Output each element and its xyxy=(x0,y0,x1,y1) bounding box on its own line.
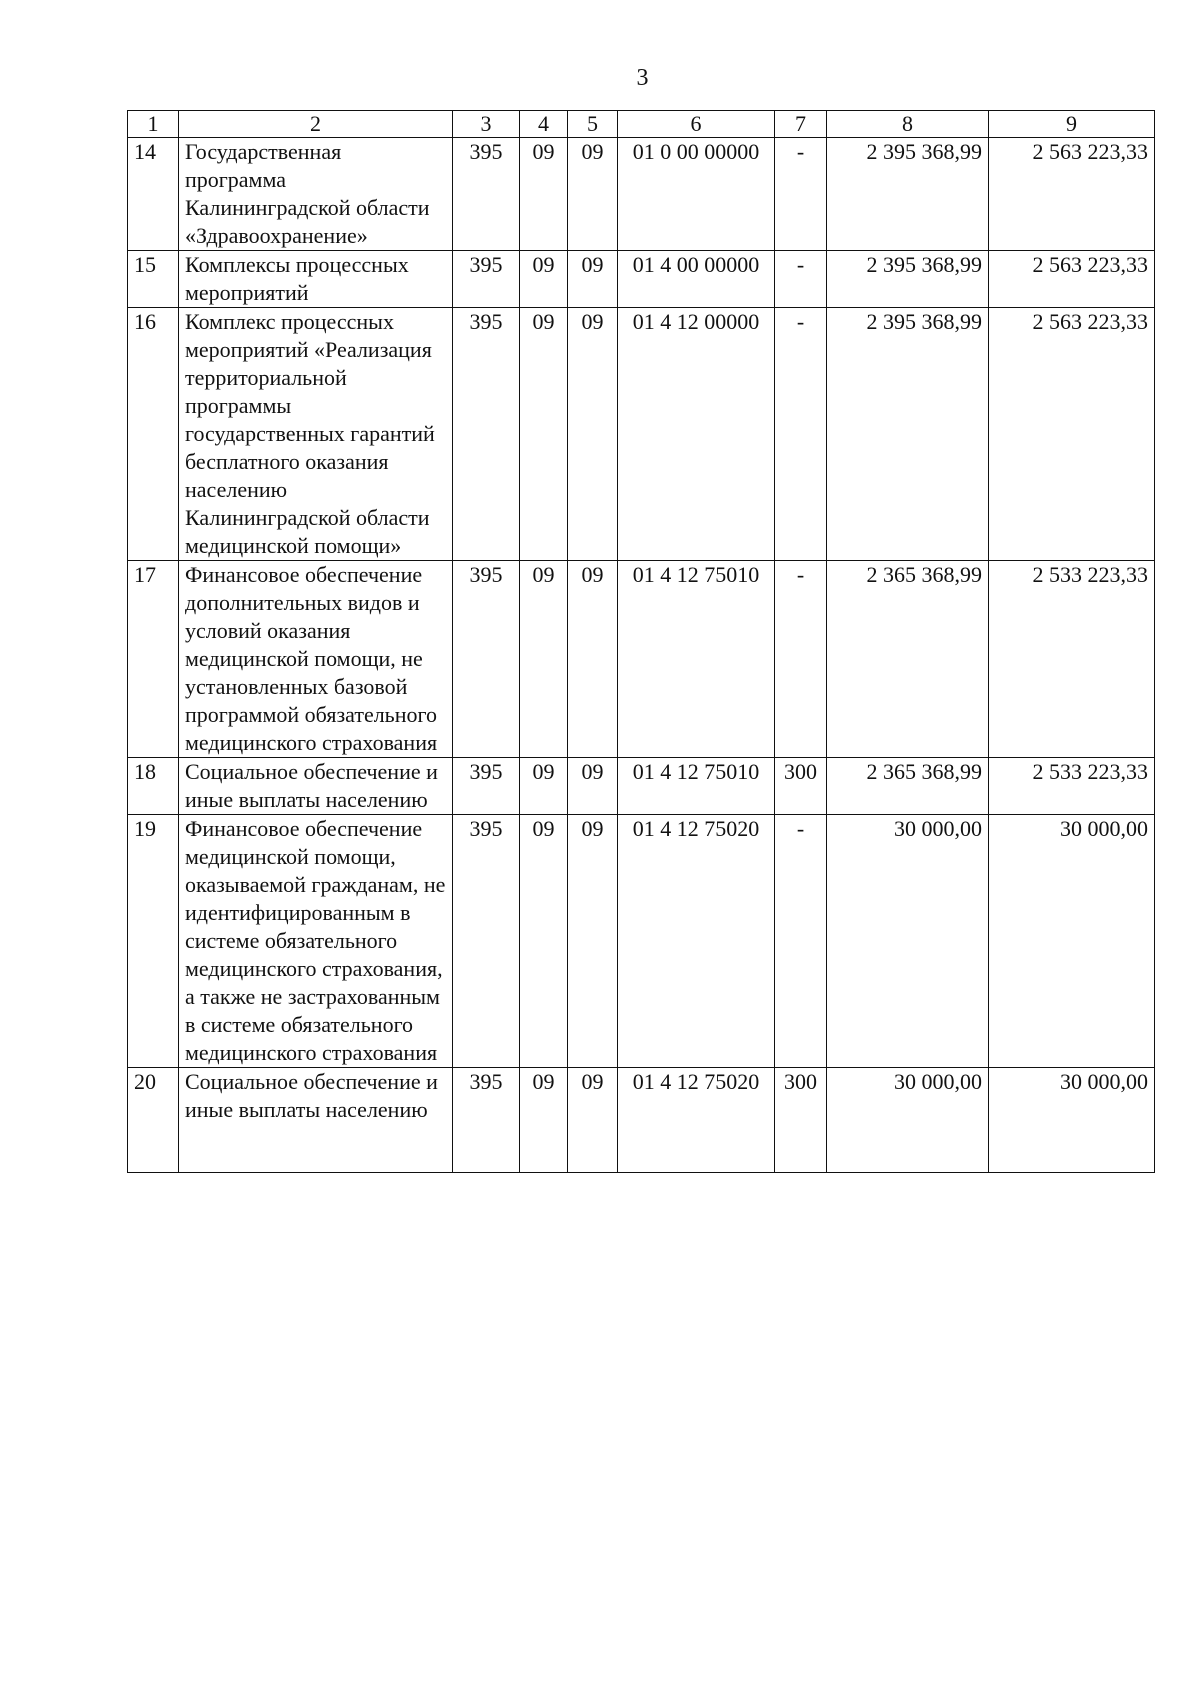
header-row xyxy=(128,111,1155,138)
header-cell-6: 6 xyxy=(618,111,775,138)
table-row xyxy=(128,815,1155,1068)
page-number: 3 xyxy=(636,65,649,91)
header-cell-4: 4 xyxy=(520,111,568,138)
header-cell-1: 1 xyxy=(128,111,179,138)
code-section: 09 xyxy=(520,308,568,561)
code-ministry: 395 xyxy=(453,815,520,1068)
code-section: 09 xyxy=(520,815,568,1068)
code-expense-type: - xyxy=(775,138,827,251)
code-ministry: 395 xyxy=(453,138,520,251)
code-target: 01 4 12 00000 xyxy=(618,308,775,561)
code-expense-type: - xyxy=(775,308,827,561)
amount-year-2: 2 563 223,33 xyxy=(989,138,1155,251)
code-ministry: 395 xyxy=(453,308,520,561)
row-number: 18 xyxy=(128,758,179,815)
row-number: 19 xyxy=(128,815,179,1068)
code-target: 01 4 12 75020 xyxy=(618,815,775,1068)
amount-year-1: 2 395 368,99 xyxy=(827,251,989,308)
header-cell-7: 7 xyxy=(775,111,827,138)
code-subsection: 09 xyxy=(568,1068,618,1173)
row-name: Финансовое обеспечение дополнительных видов и условий оказания медицинской помощи, не установленных базовой программой обязательного медицинского страхования xyxy=(179,561,453,758)
row-name: Социальное обеспечение и иные выплаты населению xyxy=(179,758,453,815)
code-section: 09 xyxy=(520,1068,568,1173)
code-ministry: 395 xyxy=(453,758,520,815)
header-cell-3: 3 xyxy=(453,111,520,138)
row-number: 14 xyxy=(128,138,179,251)
code-subsection: 09 xyxy=(568,758,618,815)
row-number: 15 xyxy=(128,251,179,308)
code-target: 01 4 12 75010 xyxy=(618,561,775,758)
header-cell-8: 8 xyxy=(827,111,989,138)
row-name: Государственная программа Калининградской области «Здравоохранение» xyxy=(179,138,453,251)
row-name: Комплекс процессных мероприятий «Реализация территориальной программы государственных гарантий бесплатного оказания населению Калининградской области медицинской помощи» xyxy=(179,308,453,561)
header-cell-5: 5 xyxy=(568,111,618,138)
code-target: 01 4 00 00000 xyxy=(618,251,775,308)
table-row xyxy=(128,758,1155,815)
amount-year-2: 2 533 223,33 xyxy=(989,758,1155,815)
table-row xyxy=(128,561,1155,758)
code-subsection: 09 xyxy=(568,251,618,308)
row-name: Комплексы процессных мероприятий xyxy=(179,251,453,308)
table-row xyxy=(128,251,1155,308)
code-subsection: 09 xyxy=(568,138,618,251)
amount-year-1: 2 365 368,99 xyxy=(827,561,989,758)
code-ministry: 395 xyxy=(453,1068,520,1173)
row-number: 16 xyxy=(128,308,179,561)
amount-year-2: 2 533 223,33 xyxy=(989,561,1155,758)
amount-year-1: 2 395 368,99 xyxy=(827,138,989,251)
code-section: 09 xyxy=(520,561,568,758)
table-row xyxy=(128,1068,1155,1173)
code-subsection: 09 xyxy=(568,815,618,1068)
header-cell-2: 2 xyxy=(179,111,453,138)
budget-table xyxy=(127,110,1155,1173)
amount-year-1: 30 000,00 xyxy=(827,1068,989,1173)
code-expense-type: - xyxy=(775,561,827,758)
code-ministry: 395 xyxy=(453,561,520,758)
code-subsection: 09 xyxy=(568,561,618,758)
code-expense-type: 300 xyxy=(775,1068,827,1173)
row-number: 20 xyxy=(128,1068,179,1173)
code-expense-type: - xyxy=(775,815,827,1068)
code-section: 09 xyxy=(520,251,568,308)
code-target: 01 0 00 00000 xyxy=(618,138,775,251)
header-cell-9: 9 xyxy=(989,111,1155,138)
amount-year-2: 30 000,00 xyxy=(989,815,1155,1068)
amount-year-2: 30 000,00 xyxy=(989,1068,1155,1173)
row-name: Социальное обеспечение и иные выплаты населению xyxy=(179,1068,453,1173)
code-target: 01 4 12 75020 xyxy=(618,1068,775,1173)
code-section: 09 xyxy=(520,138,568,251)
amount-year-2: 2 563 223,33 xyxy=(989,251,1155,308)
amount-year-2: 2 563 223,33 xyxy=(989,308,1155,561)
code-expense-type: - xyxy=(775,251,827,308)
row-number: 17 xyxy=(128,561,179,758)
table-row xyxy=(128,138,1155,251)
amount-year-1: 30 000,00 xyxy=(827,815,989,1068)
code-ministry: 395 xyxy=(453,251,520,308)
row-name: Финансовое обеспечение медицинской помощи, оказываемой гражданам, не идентифицированным в системе обязательного медицинского страхования, а также не застрахованным в системе обязательного медицинского страхования xyxy=(179,815,453,1068)
table-row xyxy=(128,308,1155,561)
code-subsection: 09 xyxy=(568,308,618,561)
code-expense-type: 300 xyxy=(775,758,827,815)
code-target: 01 4 12 75010 xyxy=(618,758,775,815)
amount-year-1: 2 365 368,99 xyxy=(827,758,989,815)
amount-year-1: 2 395 368,99 xyxy=(827,308,989,561)
code-section: 09 xyxy=(520,758,568,815)
